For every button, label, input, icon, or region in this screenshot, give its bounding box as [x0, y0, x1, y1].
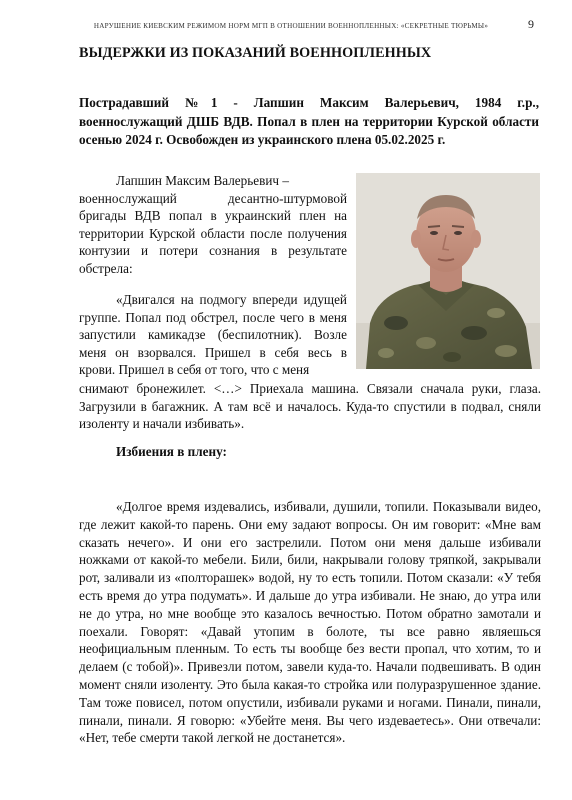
intro-first-line: Лапшин Максим Валерьевич –	[116, 173, 289, 188]
section-title: ВЫДЕРЖКИ ИЗ ПОКАЗАНИЙ ВОЕННОПЛЕННЫХ	[79, 45, 432, 61]
page-number: 9	[528, 17, 534, 31]
testimony-quote-beatings: «Долгое время издевались, избивали, душили, топили. Показывали видео, где лежит какой-то парень. Они ему задают вопросы. Он им говорит: «Мне вам сказать нечего». И они его застрелили. Потом они меня дальше избивали ножками от какой-то мебели. Били, били, накрывали голову тряпкой, закрывали рот, заливали из «полторашек» водой, ну то есть топили. Потом сказали: «У тебя есть время до утра подумать». И дальше до утра избивали. Не знаю, до утра или не до утра, но мне вообще это казалось вечностью. Потом обратно замотали и поехали. Говорят: «Давай утопим в болоте, ты все равно являешься неофициальным пленным. То есть ты вообще без вести пропал, что хотим, то и делаем (с тобой)». Привезли потом, завели куда-то. Начали подвешивать. В один момент сняли изоленту. Это была какая-то стройка или полуразрушенное здание. Там тоже повисел, потом опустили, избивали руками и ногами. Пинали, пинали, пинали, пинали. Я говорю: «Убейте меня. Вы чего издеваетесь». Они отвечали: «Нет, тебе смерти такой легкой не достанется».	[79, 499, 541, 746]
victim-heading: Пострадавший №1 - Лапшин Максим Валерьевич, 1984 г.р., военнослужащий ДШБ ВДВ. Попал в плен на территории Курской области осенью 2024 г. Освобожден из украинского плена 05.02.2025 г.	[79, 95, 539, 147]
intro-paragraph	[79, 172, 347, 278]
subheading-beatings: Избиения в плену:	[116, 444, 227, 459]
prisoner-photo-illustration	[356, 173, 540, 369]
testimony-quote-continued: снимают бронежилет. <…> Приехала машина. Связали сначала руки, глаза. Загрузили в багажник. А там всё и началось. Куда-то спустили в подвал, сняли изоленту и начали избивать».	[79, 381, 541, 432]
prisoner-photo	[356, 173, 540, 369]
intro-rest: военнослужащий десантно-штурмовой бригады ВДВ попал в украинский плен на территории Курской области после получения контузии и потери сознания в результате обстрела:	[79, 190, 347, 276]
testimony-quote-beside-photo: «Двигался на подмогу впереди идущей группе. Попал под обстрел, после чего в меня запустили камикадзе (беспилотник). Возле меня он взорвался. Пришел в себя весь в крови. Пришел в себя от того, что с меня	[79, 292, 347, 378]
running-header: НАРУШЕНИЕ КИЕВСКИМ РЕЖИМОМ НОРМ МГП В ОТНОШЕНИИ ВОЕННОПЛЕННЫХ: «СЕКРЕТНЫЕ ТЮРЬМЫ»	[93, 22, 489, 30]
